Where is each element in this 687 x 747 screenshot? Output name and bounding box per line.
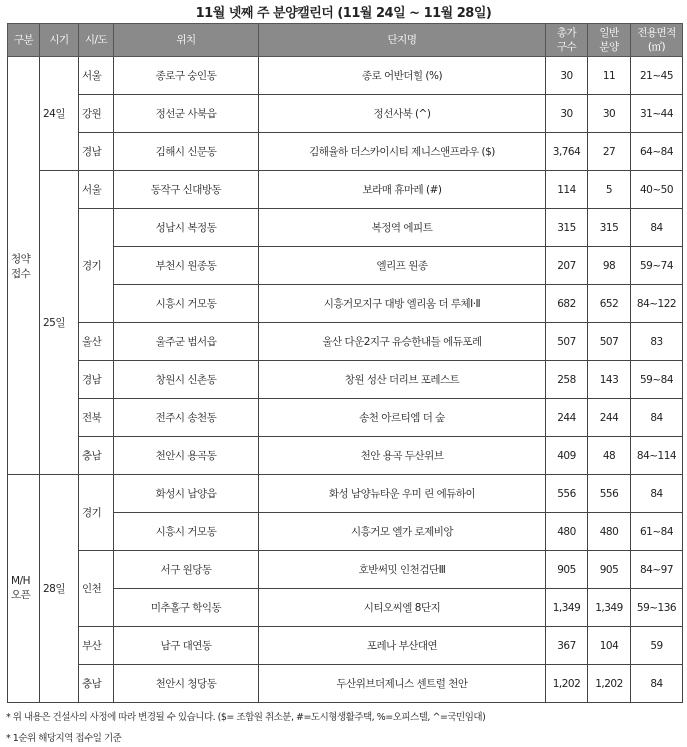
- general-units-cell: 30: [588, 95, 631, 133]
- province-cell: 경기: [79, 475, 114, 551]
- general-units-cell: 905: [588, 551, 631, 589]
- date-cell: 24일: [40, 57, 79, 171]
- location-cell: 성남시 복정동: [114, 209, 259, 247]
- location-cell: 동작구 신대방동: [114, 171, 259, 209]
- province-cell: 경남: [79, 361, 114, 399]
- total-units-cell: 1,202: [546, 665, 588, 703]
- location-cell: 시흥시 거모동: [114, 285, 259, 323]
- total-units-cell: 409: [546, 437, 588, 475]
- complex-cell: 호반써밋 인천검단Ⅲ: [259, 551, 546, 589]
- location-cell: 울주군 범서읍: [114, 323, 259, 361]
- header-row: [8, 24, 683, 57]
- header-complex: 단지명: [259, 24, 546, 57]
- general-units-cell: 556: [588, 475, 631, 513]
- area-cell: 59~136: [631, 589, 683, 627]
- complex-cell: 보라매 휴마레 (#): [259, 171, 546, 209]
- general-units-cell: 1,349: [588, 589, 631, 627]
- area-cell: 84: [631, 665, 683, 703]
- area-cell: 21~45: [631, 57, 683, 95]
- location-cell: 창원시 신촌동: [114, 361, 259, 399]
- location-cell: 남구 대연동: [114, 627, 259, 665]
- footnote-2: * 1순위 해당지역 접수일 기준: [6, 733, 122, 744]
- area-cell: 31~44: [631, 95, 683, 133]
- complex-cell: 울산 다운2지구 유승한내들 에듀포레: [259, 323, 546, 361]
- province-cell: 충남: [79, 665, 114, 703]
- total-units-cell: 367: [546, 627, 588, 665]
- location-cell: 종로구 숭인동: [114, 57, 259, 95]
- total-units-cell: 114: [546, 171, 588, 209]
- area-cell: 83: [631, 323, 683, 361]
- complex-cell: 정선사북 (^): [259, 95, 546, 133]
- general-units-cell: 1,202: [588, 665, 631, 703]
- table-row: [8, 133, 683, 171]
- province-cell: 인천: [79, 551, 114, 627]
- area-cell: 84: [631, 399, 683, 437]
- location-cell: 화성시 남양읍: [114, 475, 259, 513]
- province-cell: 전북: [79, 399, 114, 437]
- header-area: 전용면적 (㎡): [631, 24, 683, 57]
- location-cell: 천안시 청당동: [114, 665, 259, 703]
- total-units-cell: 905: [546, 551, 588, 589]
- complex-cell: 천안 용곡 두산위브: [259, 437, 546, 475]
- date-cell: 28일: [40, 475, 79, 703]
- general-units-cell: 315: [588, 209, 631, 247]
- area-cell: 59: [631, 627, 683, 665]
- table-row: [8, 361, 683, 399]
- complex-cell: 종로 어반더힐 (%): [259, 57, 546, 95]
- category-cell: 청약 접수: [8, 57, 40, 475]
- general-units-cell: 27: [588, 133, 631, 171]
- total-units-cell: 315: [546, 209, 588, 247]
- table-row: [8, 665, 683, 703]
- category-cell: M/H 오픈: [8, 475, 40, 703]
- location-cell: 부천시 원종동: [114, 247, 259, 285]
- province-cell: 경기: [79, 209, 114, 323]
- header-province: 시/도: [79, 24, 114, 57]
- page-title: 11월 넷째 주 분양캘린더 (11월 24일 ~ 11월 28일): [195, 6, 492, 21]
- total-units-cell: 30: [546, 57, 588, 95]
- complex-cell: 시티오씨엘 8단지: [259, 589, 546, 627]
- table-row: [8, 551, 683, 589]
- total-units-cell: 556: [546, 475, 588, 513]
- province-cell: 서울: [79, 57, 114, 95]
- complex-cell: 두산위브더제니스 센트럴 천안: [259, 665, 546, 703]
- header-total: 총가 구수: [546, 24, 588, 57]
- total-units-cell: 3,764: [546, 133, 588, 171]
- location-cell: 전주시 송천동: [114, 399, 259, 437]
- complex-cell: 시흥거모지구 대방 엘리움 더 루체Ⅰ·Ⅱ: [259, 285, 546, 323]
- location-cell: 시흥시 거모동: [114, 513, 259, 551]
- complex-cell: 엘리프 원종: [259, 247, 546, 285]
- calendar-table: [7, 23, 683, 703]
- area-cell: 40~50: [631, 171, 683, 209]
- location-cell: 미추홀구 학익동: [114, 589, 259, 627]
- general-units-cell: 48: [588, 437, 631, 475]
- location-cell: 김해시 신문동: [114, 133, 259, 171]
- total-units-cell: 30: [546, 95, 588, 133]
- location-cell: 정선군 사북읍: [114, 95, 259, 133]
- table-row: [8, 95, 683, 133]
- complex-cell: 복정역 에피트: [259, 209, 546, 247]
- province-cell: 서울: [79, 171, 114, 209]
- header-general: 일반 분양: [588, 24, 631, 57]
- total-units-cell: 244: [546, 399, 588, 437]
- area-cell: 59~74: [631, 247, 683, 285]
- general-units-cell: 143: [588, 361, 631, 399]
- header-date: 시기: [40, 24, 79, 57]
- table-row: [8, 475, 683, 513]
- total-units-cell: 1,349: [546, 589, 588, 627]
- province-cell: 울산: [79, 323, 114, 361]
- table-row: [8, 171, 683, 209]
- general-units-cell: 652: [588, 285, 631, 323]
- table-row: [8, 627, 683, 665]
- area-cell: 64~84: [631, 133, 683, 171]
- general-units-cell: 5: [588, 171, 631, 209]
- province-cell: 경남: [79, 133, 114, 171]
- complex-cell: 포레나 부산대연: [259, 627, 546, 665]
- area-cell: 84~122: [631, 285, 683, 323]
- total-units-cell: 207: [546, 247, 588, 285]
- table-row: [8, 399, 683, 437]
- area-cell: 84~97: [631, 551, 683, 589]
- general-units-cell: 480: [588, 513, 631, 551]
- table-row: [8, 57, 683, 95]
- complex-cell: 김해율하 더스카이시티 제니스앤프라우 ($): [259, 133, 546, 171]
- area-cell: 61~84: [631, 513, 683, 551]
- area-cell: 59~84: [631, 361, 683, 399]
- total-units-cell: 258: [546, 361, 588, 399]
- general-units-cell: 244: [588, 399, 631, 437]
- total-units-cell: 480: [546, 513, 588, 551]
- general-units-cell: 98: [588, 247, 631, 285]
- total-units-cell: 682: [546, 285, 588, 323]
- location-cell: 천안시 용곡동: [114, 437, 259, 475]
- province-cell: 부산: [79, 627, 114, 665]
- header-location: 위치: [114, 24, 259, 57]
- complex-cell: 화성 남양뉴타운 우미 린 에듀하이: [259, 475, 546, 513]
- date-cell: 25일: [40, 171, 79, 475]
- complex-cell: 창원 성산 더리브 포레스트: [259, 361, 546, 399]
- table-row: [8, 209, 683, 247]
- header-category: 구분: [8, 24, 40, 57]
- general-units-cell: 507: [588, 323, 631, 361]
- general-units-cell: 104: [588, 627, 631, 665]
- complex-cell: 시흥거모 엘가 로제비앙: [259, 513, 546, 551]
- province-cell: 충남: [79, 437, 114, 475]
- area-cell: 84: [631, 475, 683, 513]
- general-units-cell: 11: [588, 57, 631, 95]
- table-row: [8, 437, 683, 475]
- table-row: [8, 323, 683, 361]
- province-cell: 강원: [79, 95, 114, 133]
- area-cell: 84: [631, 209, 683, 247]
- footnote-1: * 위 내용은 건설사의 사정에 따라 변경될 수 있습니다. ($= 조합원 취소분, #=도시형생활주택, %=오피스텔, ^=국민임대): [6, 712, 486, 723]
- location-cell: 서구 원당동: [114, 551, 259, 589]
- area-cell: 84~114: [631, 437, 683, 475]
- complex-cell: 송천 아르티엠 더 숲: [259, 399, 546, 437]
- total-units-cell: 507: [546, 323, 588, 361]
